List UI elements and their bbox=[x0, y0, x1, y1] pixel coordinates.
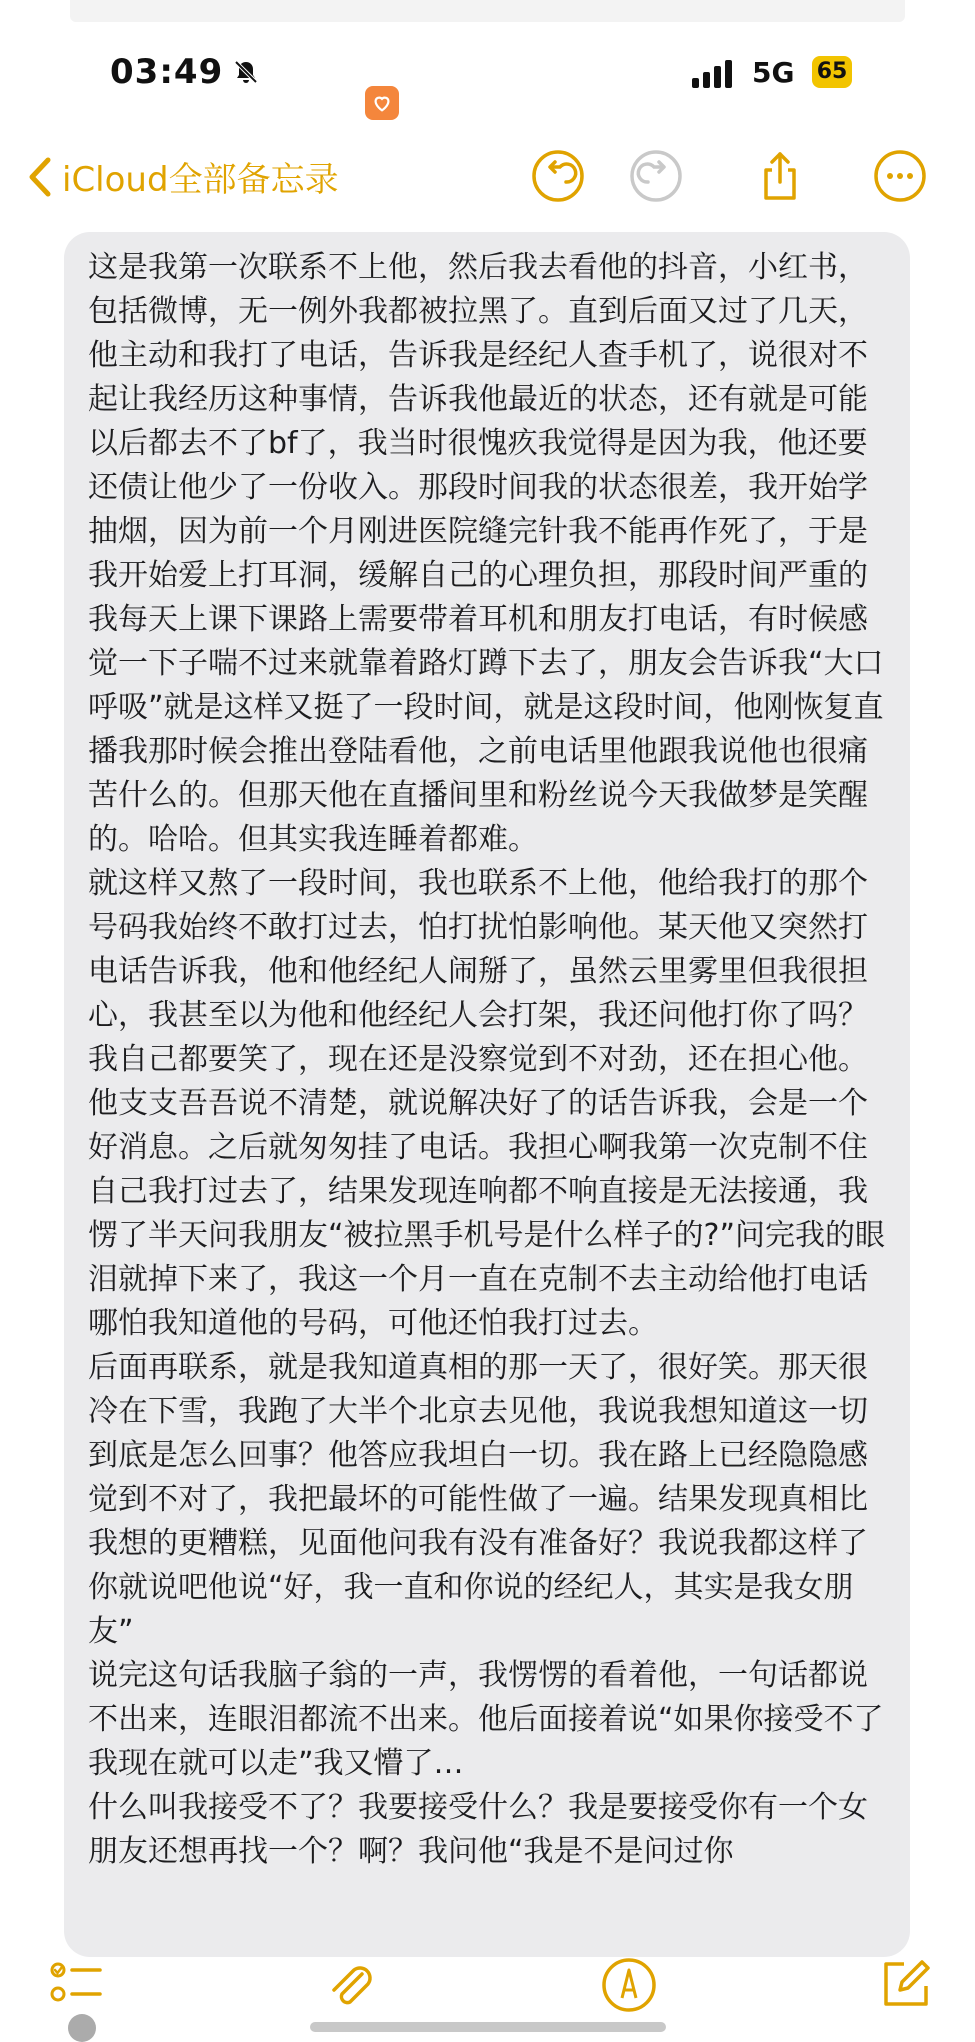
notification-heart-icon bbox=[365, 86, 399, 120]
status-bar bbox=[0, 48, 975, 108]
back-button[interactable] bbox=[26, 152, 339, 201]
bottom-toolbar bbox=[0, 1942, 975, 2042]
back-label: iCloud全部备忘录 bbox=[62, 160, 339, 200]
compose-icon[interactable] bbox=[876, 1956, 934, 2014]
navigation-bar bbox=[0, 138, 975, 218]
home-indicator[interactable] bbox=[310, 2022, 666, 2032]
silent-bell-icon bbox=[232, 58, 260, 86]
battery-indicator: 65 bbox=[812, 56, 852, 88]
top-edge-bar bbox=[70, 0, 905, 22]
status-time: 03:49 bbox=[110, 52, 224, 92]
share-icon[interactable] bbox=[752, 148, 808, 204]
network-type: 5G bbox=[752, 56, 795, 89]
chevron-left-icon bbox=[26, 156, 52, 198]
paperclip-icon[interactable] bbox=[322, 1956, 380, 2014]
more-icon[interactable] bbox=[872, 148, 928, 204]
redo-icon[interactable] bbox=[628, 148, 684, 204]
pen-marker-icon[interactable] bbox=[600, 1956, 658, 2014]
floating-indicator bbox=[68, 2014, 96, 2042]
undo-icon[interactable] bbox=[530, 148, 586, 204]
cellular-signal-icon bbox=[690, 60, 734, 88]
note-content-card bbox=[64, 232, 910, 1957]
note-body-text[interactable]: 这是我第一次联系不上他，然后我去看他的抖音，小红书，包括微博，无一例外我都被拉黑了。直到后面又过了几天，他主动和我打了电话，告诉我是经纪人查手机了，说很对不起让我经历这种事情，告诉我他最近的状态，还有就是可能以后都去不了bf了，我当时很愧疚我觉得是因为我，他还要还债让他少了一份收入。那段时间我的状态很差，我开始学抽烟，因为前一个月刚进医院缝完针我不能再作死了，于是我开始爱上打耳洞，缓解自己的心理负担，那段时间严重的我每天上课下课路上需要带着耳机和朋友打电话，有时候感觉一下子喘不过来就靠着路灯蹲下去了，朋友会告诉我“大口呼吸”就是这样又挺了一段时间，就是这段时间，他刚恢复直播我那时候会推出登陆看他，之前电话里他跟我说他也很痛苦什么的。但那天他在直播间里和粉丝说今天我做梦是笑醒的。哈哈。但其实我连睡着都难。 就这样又熬了一段时间，我也联系不上他，他给我打的那个号码我始终不敢打过去，怕打扰怕影响他。某天他又突然打电话告诉我，他和他经纪人闹掰了，虽然云里雾里但我很担心，我甚至以为他和他经纪人会打架，我还问他打你了吗？我自己都要笑了，现在还是没察觉到不对劲，还在担心他。他支支吾吾说不清楚，就说解决好了的话告诉我，会是一个好消息。之后就匆匆挂了电话。我担心啊我第一次克制不住自己我打过去了，结果发现连响都不响直接是无法接通，我愣了半天问我朋友“被拉黑手机号是什么样子的?”问完我的眼泪就掉下来了，我这一个月一直在克制不去主动给他打电话哪怕我知道他的号码，可他还怕我打过去。 后面再联系，就是我知道真相的那一天了，很好笑。那天很冷在下雪，我跑了大半个北京去见他，我说我想知道这一切到底是怎么回事？他答应我坦白一切。我在路上已经隐隐感觉到不对了，我把最坏的可能性做了一遍。结果发现真相比我想的更糟糕，见面他问我有没有准备好？我说我都这样了你就说吧他说“好，我一直和你说的经纪人，其实是我女朋友” 说完这句话我脑子翁的一声，我愣愣的看着他，一句话都说不出来，连眼泪都流不出来。他后面接着说“如果你接受不了我现在就可以走”我又懵了… 什么叫我接受不了？我要接受什么？我是要接受你有一个女朋友还想再找一个？啊？我问他“我是不是问过你 bbox=[88, 250, 886, 1869]
checklist-icon[interactable] bbox=[48, 1956, 106, 2014]
